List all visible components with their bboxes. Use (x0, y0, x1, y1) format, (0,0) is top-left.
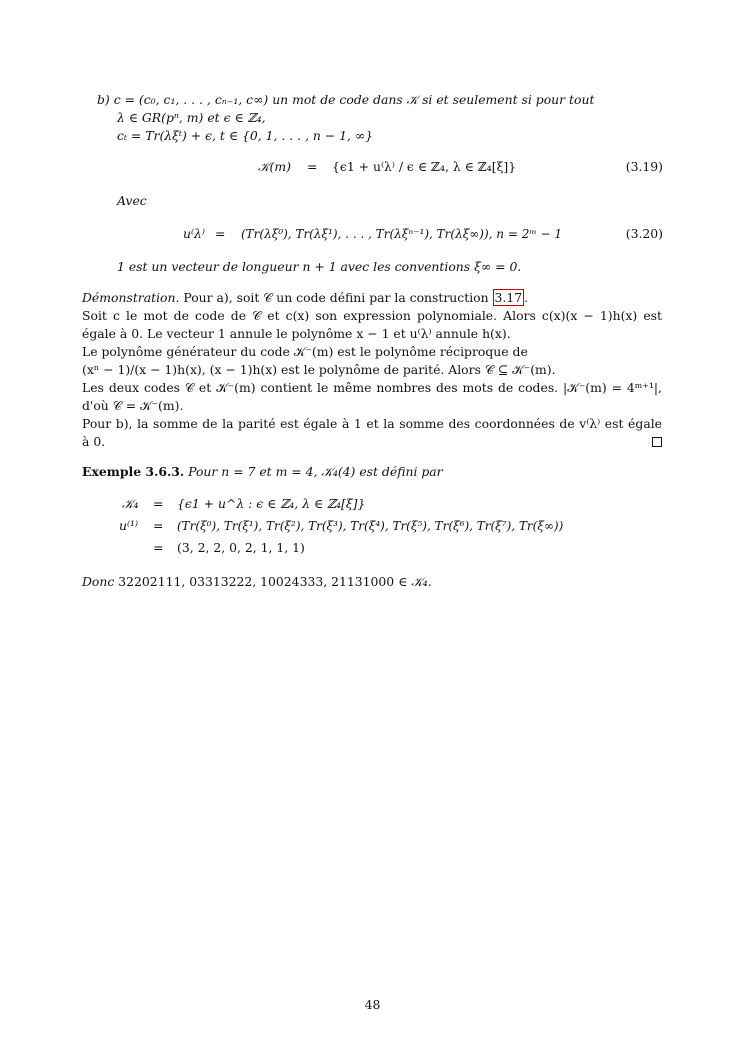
vector-convention-note: 1 est un vecteur de longueur n + 1 avec les conventions ξ∞ = 0. (117, 259, 522, 274)
item-b-line2: λ ∈ GR(pⁿ, m) et ϵ ∈ ℤ₄, (117, 110, 266, 125)
donc-codes: 32202111, 03313222, 10024333, 21131000 (114, 574, 395, 589)
demonstration-line4: Le polynôme générateur du code 𝒦⁻(m) est le polynôme réciproque de (82, 344, 528, 359)
eq-3-20-number: (3.20) (625, 226, 663, 241)
donc-line (82, 573, 432, 591)
demonstration-line6: Les deux codes 𝒞 et 𝒦⁻(m) contient le même nombres des mots de codes. |𝒦⁻(m) = 4ᵐ⁺¹|, (82, 380, 662, 395)
demonstration-label: Démonstration. (82, 290, 180, 305)
qed-square-icon (652, 437, 662, 447)
demonstration-line2: Soit c le mot de code de 𝒞 et c(x) son expression polynomiale. Alors c(x)(x − 1)h(x) est (82, 308, 662, 323)
reference-link-3-17[interactable]: 3.17 (494, 290, 523, 305)
donc-label: Donc (82, 574, 115, 589)
demonstration-line1-text: Pour a), soit 𝒞 un code défini par la construction (179, 290, 493, 305)
example-row3-rhs: (3, 2, 2, 0, 2, 1, 1, 1) (177, 540, 305, 555)
demonstration-line5: (xⁿ − 1)/(x − 1)h(x), (x − 1)h(x) est le polynôme de parité. Alors 𝒞 ⊆ 𝒦⁻(m). (82, 362, 556, 377)
example-row2-rhs: (Tr(ξ⁰), Tr(ξ¹), Tr(ξ²), Tr(ξ³), Tr(ξ⁴), Tr(ξ⁵), Tr(ξ⁶), Tr(ξ⁷), Tr(ξ∞)) (177, 519, 564, 533)
example-row2-eq: = (153, 518, 164, 533)
example-row1-lhs: 𝒦₄ (122, 496, 139, 511)
eq-3-20-lhs: u⁽λ⁾ (183, 226, 205, 241)
example-heading (82, 463, 443, 481)
demonstration-line9: à 0. (82, 434, 106, 449)
example-label: Exemple 3.6.3. (82, 464, 185, 479)
demonstration-line3: égale à 0. Le vecteur 1 annule le polynôme x − 1 et u⁽λ⁾ annule h(x). (82, 326, 511, 341)
eq-3-19-number: (3.19) (625, 159, 663, 174)
donc-membership: ∈ 𝒦₄. (394, 574, 432, 589)
demonstration-line1 (82, 289, 528, 307)
demonstration-line1-end: . (524, 290, 529, 305)
item-b-line1: b) c = (c₀, c₁, . . . , cₙ₋₁, c∞) un mot de code dans 𝒦 si et seulement si pour tout (97, 92, 595, 107)
item-b-line3: cₜ = Tr(λξᵗ) + ϵ, t ∈ {0, 1, . . . , n − 1, ∞} (117, 128, 374, 143)
example-row3-eq: = (153, 540, 164, 555)
demonstration-line7: d'où 𝒞 = 𝒦⁻(m). (82, 398, 184, 413)
page-number: 48 (364, 997, 381, 1012)
demonstration-line8: Pour b), la somme de la parité est égale à 1 et la somme des coordonnées de v⁽λ⁾ est égale (82, 416, 662, 431)
eq-3-19-rel: = (307, 159, 318, 174)
example-row1-rhs: {ϵ1 + u^λ : ϵ ∈ ℤ₄, λ ∈ ℤ₄[ξ]} (177, 496, 366, 511)
example-row1-eq: = (153, 496, 164, 511)
eq-3-20-rhs: (Tr(λξ⁰), Tr(λξ¹), . . . , Tr(λξⁿ⁻¹), Tr(λξ∞)), n = 2ᵐ − 1 (241, 227, 563, 241)
example-intro: Pour n = 7 et m = 4, 𝒦₄(4) est défini par (184, 464, 443, 479)
example-row2-lhs: u⁽¹⁾ (119, 518, 139, 533)
avec-label: Avec (117, 193, 147, 208)
eq-3-20-rel: = (215, 226, 226, 241)
eq-3-19-rhs: {ϵ1 + u⁽λ⁾ / ϵ ∈ ℤ₄, λ ∈ ℤ₄[ξ]} (332, 159, 517, 174)
eq-3-19-lhs: 𝒦(m) (258, 159, 291, 174)
